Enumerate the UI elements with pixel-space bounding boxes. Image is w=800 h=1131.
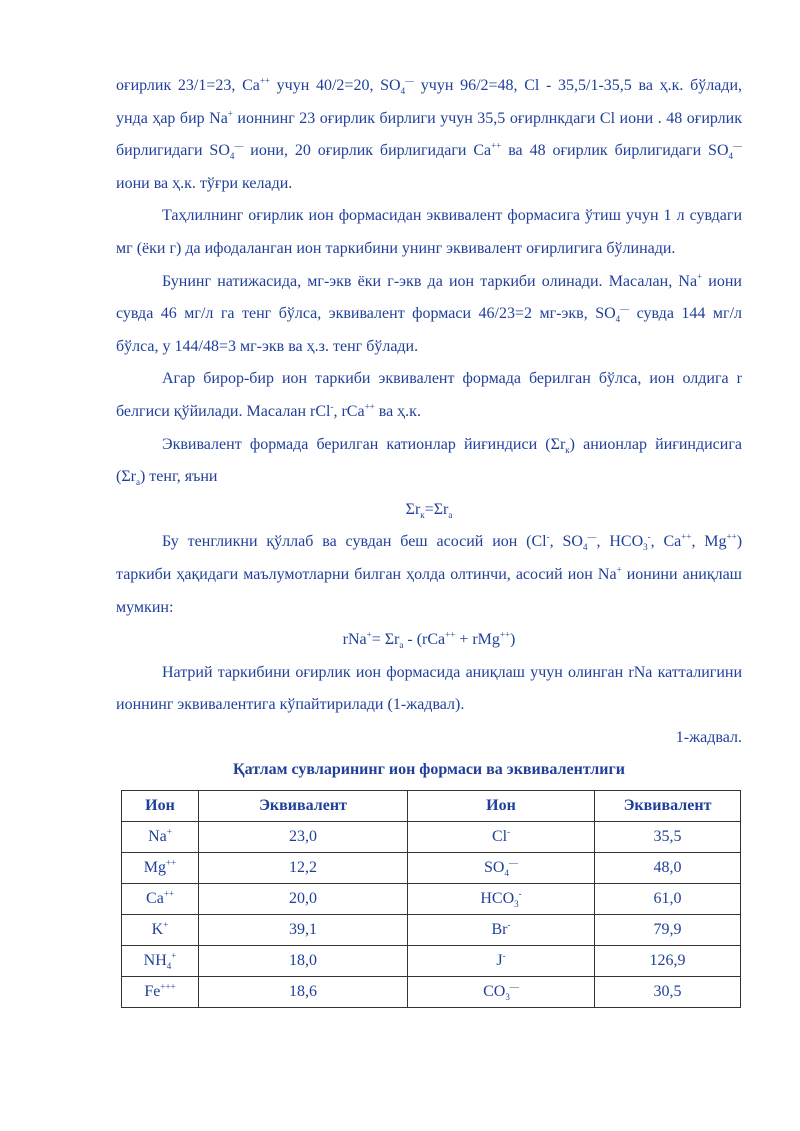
ion-symbol: Cl <box>491 828 508 846</box>
charge-superscript: - <box>518 889 522 900</box>
superscript: ++ <box>681 531 692 542</box>
subscript: 4 <box>615 314 621 325</box>
text: иони, 20 оғирлик бирлигидаги Са <box>243 142 492 160</box>
paragraph-6 <box>116 526 742 624</box>
subscript: а <box>399 640 404 651</box>
text: ) таркиби ҳақидаги маълумотларни билган ҳолда олтинчи, асосий ион Na <box>116 533 743 583</box>
equivalent-cell: 48,0 <box>595 853 741 884</box>
subscript: 4 <box>229 151 235 162</box>
equivalent-cell: 30,5 <box>595 977 741 1008</box>
equivalent-cell: 23,0 <box>199 822 408 853</box>
ion-symbol: Fe <box>144 983 161 1001</box>
subscript: 3 <box>514 899 519 910</box>
text: оғирлик 23/1=23, Са <box>116 77 260 94</box>
subscript: а <box>448 509 453 520</box>
table-title: Қатлам сувларининг ион формаси ва эквивалентлиги <box>233 761 625 779</box>
paragraph-4 <box>116 363 742 428</box>
ion-cell <box>408 977 595 1008</box>
ion-symbol: J <box>496 952 503 970</box>
charge-superscript: - <box>507 827 511 838</box>
subscript: 3 <box>505 992 510 1003</box>
text: иони ва ҳ.к. тўғри келади. <box>116 174 293 192</box>
text: Бу тенгликни қўллаб ва сувдан беш асосий ион (Cl <box>162 533 547 551</box>
ion-cell <box>408 915 595 946</box>
text: rNa <box>342 631 367 649</box>
ion-symbol: HCO <box>480 890 515 908</box>
equivalent-cell: 18,6 <box>199 977 408 1008</box>
paragraph-7: Натрий таркибини оғирлик ион формасида аниқлаш учун олинган rNa катталигини ионнинг эквивалентига кўпайтирилади (1-жадвал). <box>116 663 742 714</box>
ion-symbol: CO <box>483 983 506 1001</box>
subscript: к <box>565 444 570 455</box>
ion-cell <box>408 853 595 884</box>
equivalent-cell: 39,1 <box>199 915 408 946</box>
equivalent-cell: 18,0 <box>199 946 408 977</box>
superscript: + <box>227 108 233 119</box>
ion-symbol: NH <box>143 952 167 970</box>
charge-superscript: + <box>163 920 169 931</box>
superscript: — <box>587 531 597 542</box>
paragraph-2: Таҳлилнинг оғирлик ион формасидан эквивалент формасига ўтиш учун 1 л сувдаги мг (ёки г) да ифодаланган ион таркибини унинг эквивалент оғирлигига бўлинади. <box>116 207 742 257</box>
formula-sum-equality <box>116 494 742 527</box>
column-header: Эквивалент <box>199 791 408 822</box>
ion-symbol: Mg <box>143 859 167 877</box>
superscript: ++ <box>499 629 511 640</box>
text: учун 40/2=20, SO <box>270 77 401 94</box>
column-header: Ион <box>408 791 595 822</box>
subscript: 4 <box>582 542 588 553</box>
table-row <box>122 853 741 884</box>
subscript: а <box>135 477 140 488</box>
equivalent-cell: 20,0 <box>199 884 408 915</box>
charge-superscript: — <box>508 858 518 869</box>
table-reference: 1-жадвал. <box>675 728 742 746</box>
charge-superscript: ++ <box>163 889 174 900</box>
superscript: - <box>546 531 550 542</box>
charge-superscript: - <box>502 951 506 962</box>
subscript: 4 <box>728 151 734 162</box>
superscript: — <box>620 303 630 314</box>
table-header-row <box>122 791 741 822</box>
superscript: ++ <box>364 401 375 412</box>
table-row <box>122 822 741 853</box>
ion-cell <box>122 853 199 884</box>
text: Эквивалент формада берилган катионлар йиғиндиси (Σr <box>162 435 566 453</box>
ion-cell <box>408 946 595 977</box>
superscript: + <box>616 564 622 575</box>
paragraph-5 <box>116 429 742 494</box>
ion-cell <box>122 946 199 977</box>
column-header: Эквивалент <box>595 791 741 822</box>
superscript: ++ <box>726 531 737 542</box>
subscript: 4 <box>400 86 406 97</box>
superscript: — <box>234 140 244 151</box>
text: ) анионлар йиғиндисига (Σr <box>116 435 742 486</box>
equivalent-cell: 126,9 <box>595 946 741 977</box>
ion-cell <box>408 822 595 853</box>
text: ) <box>510 631 516 649</box>
equivalent-cell: 35,5 <box>595 822 741 853</box>
text: = Σr <box>371 631 400 649</box>
text: , Ca <box>650 533 682 551</box>
ion-symbol: Ca <box>146 890 164 908</box>
text: , HCO <box>596 533 644 551</box>
subscript: 3 <box>643 542 648 553</box>
equivalent-cell: 79,9 <box>595 915 741 946</box>
table-row <box>122 915 741 946</box>
ion-cell <box>122 977 199 1008</box>
text: Агар бирор-бир ион таркиби эквивалент формада берилган бўлса, ион олдига r белгиси қўйилади. Масалан rCl <box>116 370 742 420</box>
ion-cell <box>122 884 199 915</box>
ion-symbol: Na <box>148 828 167 846</box>
text: учун 96/2=48, Cl - 35,5/1-35,5 ва ҳ.к. бўлади, унда ҳар бир Na <box>116 77 743 127</box>
superscript: ++ <box>259 75 270 86</box>
formula-sodium <box>116 624 742 657</box>
paragraph-3 <box>116 266 742 364</box>
charge-superscript: + <box>166 827 172 838</box>
ion-cell <box>408 884 595 915</box>
text: =Σr <box>424 500 449 518</box>
equivalent-cell: 61,0 <box>595 884 741 915</box>
table-row <box>122 977 741 1008</box>
superscript: — <box>405 75 415 86</box>
text: + rMg <box>455 631 500 649</box>
charge-superscript: + <box>171 951 177 962</box>
superscript: ++ <box>445 629 456 640</box>
charge-superscript: ++ <box>166 858 177 869</box>
text: , Mg <box>691 533 727 551</box>
text: ионини аниқлаш мумкин: <box>116 565 743 616</box>
text: Бунинг натижасида, мг-экв ёки г-экв да ион таркиби олинади. Масалан, Na <box>162 272 698 290</box>
column-header: Ион <box>122 791 199 822</box>
superscript: ++ <box>491 140 502 151</box>
charge-superscript: — <box>509 982 519 993</box>
subscript: 4 <box>504 868 509 879</box>
text: ва 48 оғирлик бирлигидаги SO <box>501 142 729 160</box>
table-row <box>122 946 741 977</box>
ion-equivalent-table <box>121 790 741 1008</box>
superscript: + <box>697 271 703 282</box>
text: , rCa <box>333 402 365 420</box>
ion-symbol: Br <box>491 921 508 939</box>
ion-symbol: SO <box>484 859 505 877</box>
superscript: — <box>733 140 743 151</box>
paragraph-1 <box>116 70 742 200</box>
text: ионнинг 23 оғирлик бирлиги учун 35,5 оғирлнкдаги Cl иони . 48 оғирлик бирлигидаги SO <box>116 109 742 160</box>
text: , SO <box>549 533 583 551</box>
superscript: + <box>366 629 372 640</box>
subscript: 4 <box>166 961 172 972</box>
superscript: - <box>647 531 651 542</box>
text: Σr <box>405 500 421 518</box>
superscript: - <box>330 401 334 412</box>
text: - (rCa <box>403 631 446 649</box>
equivalent-cell: 12,2 <box>199 853 408 884</box>
text: ва ҳ.к. <box>374 402 421 420</box>
ion-cell <box>122 822 199 853</box>
ion-symbol: K <box>151 921 164 939</box>
text: сувда 144 мг/л бўлса, у 144/48=3 мг-экв ва ҳ.з. тенг бўлади. <box>116 305 743 355</box>
subscript: к <box>420 509 425 520</box>
text: ) тенг, яъни <box>139 468 218 486</box>
ion-cell <box>122 915 199 946</box>
charge-superscript: +++ <box>160 982 176 993</box>
charge-superscript: - <box>507 920 511 931</box>
text: иони сувда 46 мг/л га тенг бўлса, эквивалент формаси 46/23=2 мг-экв, SO <box>116 272 742 323</box>
table-row <box>122 884 741 915</box>
